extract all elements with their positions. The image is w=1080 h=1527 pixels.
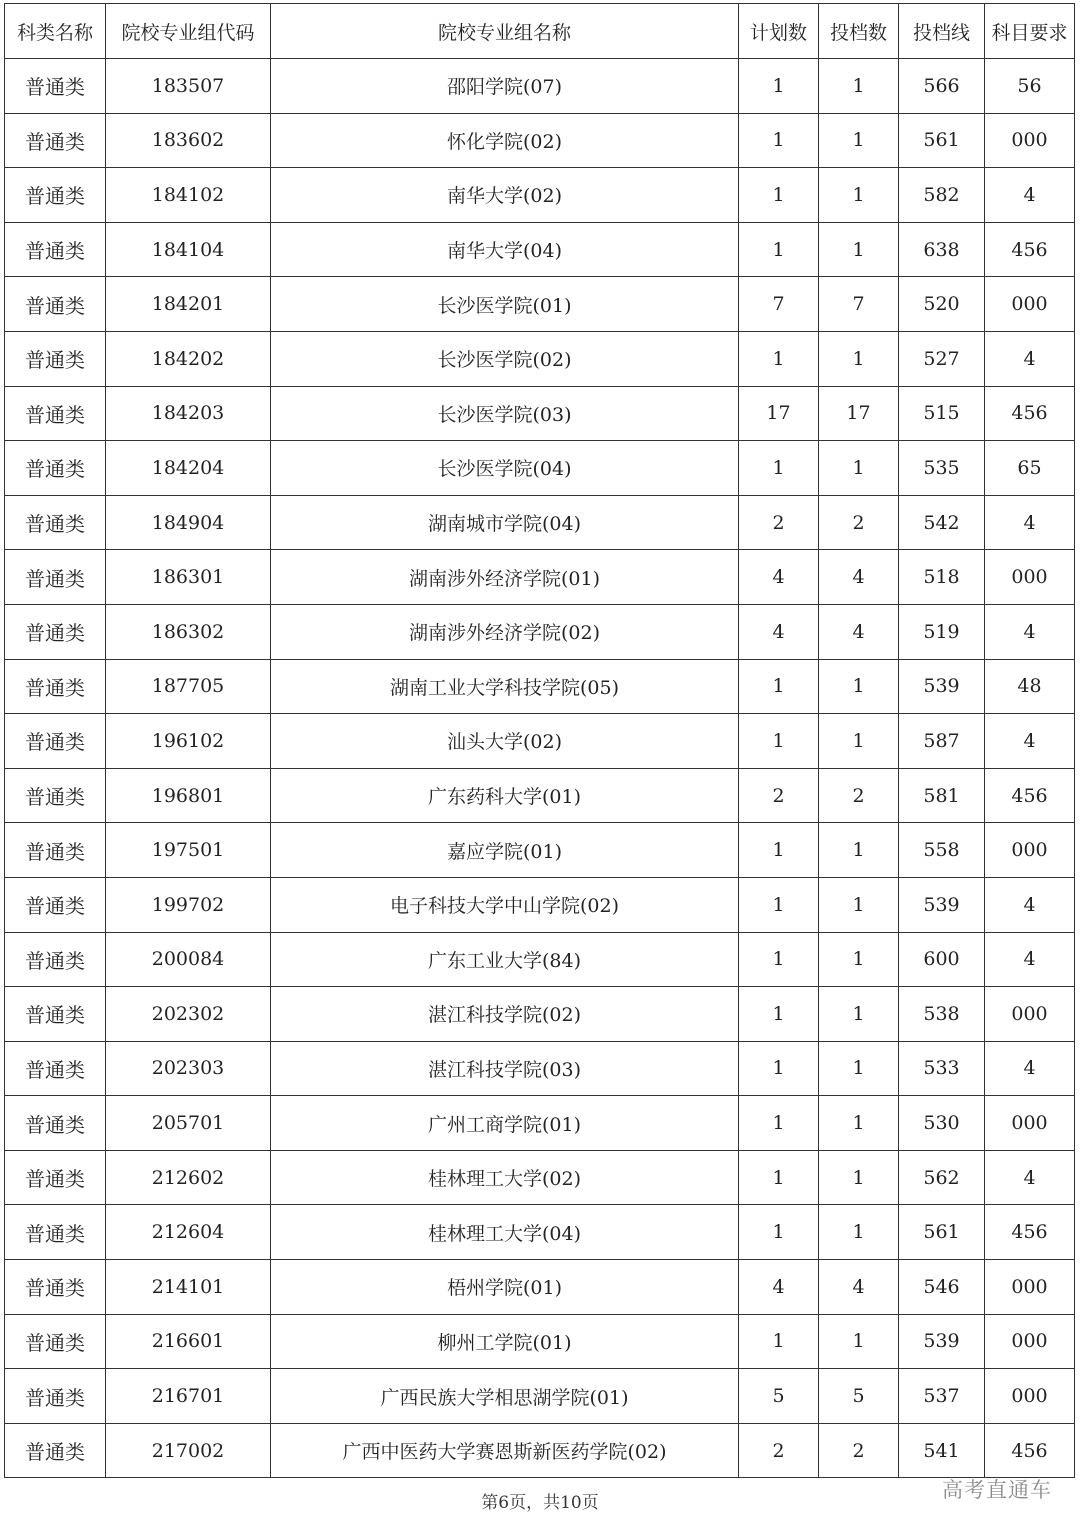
cell-category: 普通类 — [5, 877, 106, 932]
cell-category: 普通类 — [5, 168, 106, 223]
cell-subject-requirement: 56 — [985, 59, 1075, 114]
cell-group-code: 202303 — [106, 1041, 271, 1096]
cell-group-name: 广西中医药大学赛恩斯新医药学院(02) — [271, 1423, 739, 1478]
cell-subject-requirement: 4 — [985, 604, 1075, 659]
table-row — [5, 659, 1075, 714]
cell-cutoff-score: 542 — [899, 495, 985, 550]
cell-group-code: 184201 — [106, 277, 271, 332]
header-plan-count: 计划数 — [739, 4, 819, 59]
cell-cutoff-score: 561 — [899, 113, 985, 168]
cell-group-code: 200084 — [106, 932, 271, 987]
cell-subject-requirement: 000 — [985, 1260, 1075, 1315]
cell-cutoff-score: 537 — [899, 1369, 985, 1424]
cell-cutoff-score: 566 — [899, 59, 985, 114]
table-row — [5, 932, 1075, 987]
cell-admitted-count: 1 — [819, 168, 899, 223]
cell-group-name: 湖南城市学院(04) — [271, 495, 739, 550]
cell-category: 普通类 — [5, 386, 106, 441]
cell-cutoff-score: 520 — [899, 277, 985, 332]
cell-subject-requirement: 000 — [985, 1369, 1075, 1424]
cell-cutoff-score: 533 — [899, 1041, 985, 1096]
table-row — [5, 550, 1075, 605]
cell-category: 普通类 — [5, 768, 106, 823]
cell-plan-count: 1 — [739, 441, 819, 496]
cell-cutoff-score: 535 — [899, 441, 985, 496]
cell-admitted-count: 1 — [819, 659, 899, 714]
cell-category: 普通类 — [5, 1096, 106, 1151]
cell-plan-count: 4 — [739, 1260, 819, 1315]
cell-subject-requirement: 000 — [985, 1096, 1075, 1151]
cell-admitted-count: 1 — [819, 823, 899, 878]
cell-group-code: 184203 — [106, 386, 271, 441]
cell-admitted-count: 1 — [819, 932, 899, 987]
table-row — [5, 877, 1075, 932]
cell-plan-count: 4 — [739, 550, 819, 605]
cell-cutoff-score: 530 — [899, 1096, 985, 1151]
cell-admitted-count: 1 — [819, 1041, 899, 1096]
table-header — [5, 4, 1075, 59]
cell-subject-requirement: 000 — [985, 823, 1075, 878]
cell-admitted-count: 1 — [819, 714, 899, 769]
cell-subject-requirement: 65 — [985, 441, 1075, 496]
cell-category: 普通类 — [5, 441, 106, 496]
header-group-name: 院校专业组名称 — [271, 4, 739, 59]
cell-subject-requirement: 000 — [985, 1314, 1075, 1369]
cell-cutoff-score: 581 — [899, 768, 985, 823]
cell-admitted-count: 4 — [819, 604, 899, 659]
cell-group-name: 湖南工业大学科技学院(05) — [271, 659, 739, 714]
cell-group-name: 湖南涉外经济学院(02) — [271, 604, 739, 659]
table-row — [5, 331, 1075, 386]
cell-group-name: 桂林理工大学(04) — [271, 1205, 739, 1260]
cell-group-code: 212602 — [106, 1150, 271, 1205]
table-row — [5, 768, 1075, 823]
cell-subject-requirement: 48 — [985, 659, 1075, 714]
cell-category: 普通类 — [5, 550, 106, 605]
document-sheet — [4, 3, 1074, 1478]
cell-category: 普通类 — [5, 823, 106, 878]
cell-group-name: 怀化学院(02) — [271, 113, 739, 168]
cell-group-name: 长沙医学院(04) — [271, 441, 739, 496]
cell-group-code: 186302 — [106, 604, 271, 659]
cell-group-code: 187705 — [106, 659, 271, 714]
cell-group-name: 梧州学院(01) — [271, 1260, 739, 1315]
cell-plan-count: 1 — [739, 932, 819, 987]
cell-admitted-count: 2 — [819, 495, 899, 550]
table-row — [5, 823, 1075, 878]
cell-group-code: 184202 — [106, 331, 271, 386]
cell-plan-count: 7 — [739, 277, 819, 332]
table-row — [5, 168, 1075, 223]
cell-cutoff-score: 518 — [899, 550, 985, 605]
cell-plan-count: 1 — [739, 222, 819, 277]
cell-group-code: 183507 — [106, 59, 271, 114]
cell-category: 普通类 — [5, 1423, 106, 1478]
cell-cutoff-score: 538 — [899, 987, 985, 1042]
cell-subject-requirement: 000 — [985, 987, 1075, 1042]
cell-cutoff-score: 539 — [899, 659, 985, 714]
header-cutoff-score: 投档线 — [899, 4, 985, 59]
cell-group-code: 216601 — [106, 1314, 271, 1369]
cell-category: 普通类 — [5, 1041, 106, 1096]
cell-subject-requirement: 456 — [985, 386, 1075, 441]
cell-group-name: 湛江科技学院(02) — [271, 987, 739, 1042]
table-row — [5, 495, 1075, 550]
header-subject-requirement: 科目要求 — [985, 4, 1075, 59]
cell-group-name: 南华大学(04) — [271, 222, 739, 277]
cell-admitted-count: 5 — [819, 1369, 899, 1424]
cell-group-name: 湖南涉外经济学院(01) — [271, 550, 739, 605]
table-row — [5, 277, 1075, 332]
cell-cutoff-score: 527 — [899, 331, 985, 386]
cell-group-name: 柳州工学院(01) — [271, 1314, 739, 1369]
cell-admitted-count: 1 — [819, 59, 899, 114]
cell-plan-count: 1 — [739, 1096, 819, 1151]
header-group-code: 院校专业组代码 — [106, 4, 271, 59]
cell-plan-count: 1 — [739, 1150, 819, 1205]
cell-subject-requirement: 456 — [985, 768, 1075, 823]
cell-subject-requirement: 456 — [985, 1205, 1075, 1260]
cell-subject-requirement: 4 — [985, 1041, 1075, 1096]
cell-group-code: 214101 — [106, 1260, 271, 1315]
table-body — [5, 59, 1075, 1478]
cell-group-name: 汕头大学(02) — [271, 714, 739, 769]
cell-subject-requirement: 4 — [985, 168, 1075, 223]
cell-cutoff-score: 539 — [899, 877, 985, 932]
cell-group-code: 183602 — [106, 113, 271, 168]
cell-group-code: 205701 — [106, 1096, 271, 1151]
cell-plan-count: 1 — [739, 331, 819, 386]
cell-subject-requirement: 4 — [985, 495, 1075, 550]
cell-group-name: 邵阳学院(07) — [271, 59, 739, 114]
cell-subject-requirement: 4 — [985, 1150, 1075, 1205]
cell-plan-count: 4 — [739, 604, 819, 659]
cell-category: 普通类 — [5, 113, 106, 168]
cell-group-name: 桂林理工大学(02) — [271, 1150, 739, 1205]
cell-admitted-count: 1 — [819, 987, 899, 1042]
cell-subject-requirement: 4 — [985, 331, 1075, 386]
cell-plan-count: 2 — [739, 495, 819, 550]
cell-cutoff-score: 582 — [899, 168, 985, 223]
cell-admitted-count: 1 — [819, 113, 899, 168]
watermark-logo-text: 高考直通车 — [942, 1478, 1052, 1502]
table-row — [5, 987, 1075, 1042]
table-row — [5, 59, 1075, 114]
cell-cutoff-score: 600 — [899, 932, 985, 987]
table-row — [5, 1314, 1075, 1369]
cell-cutoff-score: 561 — [899, 1205, 985, 1260]
cell-subject-requirement: 000 — [985, 113, 1075, 168]
cell-plan-count: 1 — [739, 1205, 819, 1260]
cell-group-name: 广东药科大学(01) — [271, 768, 739, 823]
cell-category: 普通类 — [5, 1260, 106, 1315]
cell-plan-count: 1 — [739, 823, 819, 878]
cell-group-code: 202302 — [106, 987, 271, 1042]
cell-group-code: 184204 — [106, 441, 271, 496]
table-row — [5, 441, 1075, 496]
table-row — [5, 113, 1075, 168]
cell-admitted-count: 1 — [819, 331, 899, 386]
cell-plan-count: 1 — [739, 168, 819, 223]
cell-plan-count: 1 — [739, 877, 819, 932]
cell-admitted-count: 17 — [819, 386, 899, 441]
cell-plan-count: 1 — [739, 714, 819, 769]
cell-group-name: 广东工业大学(84) — [271, 932, 739, 987]
cell-category: 普通类 — [5, 987, 106, 1042]
cell-plan-count: 2 — [739, 1423, 819, 1478]
cell-cutoff-score: 541 — [899, 1423, 985, 1478]
table-row — [5, 604, 1075, 659]
cell-subject-requirement: 456 — [985, 222, 1075, 277]
cell-group-code: 186301 — [106, 550, 271, 605]
cell-admitted-count: 7 — [819, 277, 899, 332]
cell-cutoff-score: 562 — [899, 1150, 985, 1205]
cell-plan-count: 1 — [739, 659, 819, 714]
cell-subject-requirement: 456 — [985, 1423, 1075, 1478]
cell-category: 普通类 — [5, 1369, 106, 1424]
cell-cutoff-score: 558 — [899, 823, 985, 878]
table-row — [5, 1423, 1075, 1478]
cell-group-code: 196801 — [106, 768, 271, 823]
cell-admitted-count: 1 — [819, 222, 899, 277]
table-row — [5, 386, 1075, 441]
table-row — [5, 1041, 1075, 1096]
cell-category: 普通类 — [5, 331, 106, 386]
header-admitted-count: 投档数 — [819, 4, 899, 59]
cell-subject-requirement: 4 — [985, 932, 1075, 987]
cell-group-name: 南华大学(02) — [271, 168, 739, 223]
cell-plan-count: 2 — [739, 768, 819, 823]
cell-cutoff-score: 519 — [899, 604, 985, 659]
cell-plan-count: 1 — [739, 113, 819, 168]
admissions-table — [4, 3, 1075, 1478]
cell-group-name: 长沙医学院(03) — [271, 386, 739, 441]
cell-category: 普通类 — [5, 1150, 106, 1205]
cell-plan-count: 1 — [739, 987, 819, 1042]
cell-category: 普通类 — [5, 59, 106, 114]
cell-admitted-count: 2 — [819, 768, 899, 823]
cell-group-name: 湛江科技学院(03) — [271, 1041, 739, 1096]
cell-group-code: 196102 — [106, 714, 271, 769]
cell-plan-count: 1 — [739, 1041, 819, 1096]
cell-plan-count: 17 — [739, 386, 819, 441]
cell-admitted-count: 1 — [819, 1096, 899, 1151]
cell-category: 普通类 — [5, 714, 106, 769]
cell-group-code: 184904 — [106, 495, 271, 550]
cell-category: 普通类 — [5, 1314, 106, 1369]
table-row — [5, 1096, 1075, 1151]
cell-group-name: 广西民族大学相思湖学院(01) — [271, 1369, 739, 1424]
cell-group-code: 184102 — [106, 168, 271, 223]
cell-plan-count: 5 — [739, 1369, 819, 1424]
table-row — [5, 714, 1075, 769]
cell-admitted-count: 4 — [819, 550, 899, 605]
page-number: 第6页，共10页 — [481, 1493, 599, 1513]
cell-admitted-count: 2 — [819, 1423, 899, 1478]
cell-category: 普通类 — [5, 1205, 106, 1260]
cell-admitted-count: 1 — [819, 441, 899, 496]
table-row — [5, 222, 1075, 277]
cell-plan-count: 1 — [739, 59, 819, 114]
header-category: 科类名称 — [5, 4, 106, 59]
cell-subject-requirement: 000 — [985, 550, 1075, 605]
cell-admitted-count: 1 — [819, 1205, 899, 1260]
cell-group-code: 197501 — [106, 823, 271, 878]
cell-group-code: 217002 — [106, 1423, 271, 1478]
table-row — [5, 1205, 1075, 1260]
cell-group-name: 嘉应学院(01) — [271, 823, 739, 878]
cell-category: 普通类 — [5, 495, 106, 550]
cell-group-name: 长沙医学院(02) — [271, 331, 739, 386]
cell-category: 普通类 — [5, 604, 106, 659]
cell-subject-requirement: 4 — [985, 714, 1075, 769]
cell-group-code: 216701 — [106, 1369, 271, 1424]
cell-category: 普通类 — [5, 932, 106, 987]
cell-cutoff-score: 539 — [899, 1314, 985, 1369]
cell-cutoff-score: 587 — [899, 714, 985, 769]
cell-category: 普通类 — [5, 277, 106, 332]
cell-group-name: 长沙医学院(01) — [271, 277, 739, 332]
cell-subject-requirement: 4 — [985, 877, 1075, 932]
cell-admitted-count: 1 — [819, 1150, 899, 1205]
cell-group-code: 212604 — [106, 1205, 271, 1260]
header-row — [5, 4, 1075, 59]
cell-group-name: 电子科技大学中山学院(02) — [271, 877, 739, 932]
cell-cutoff-score: 515 — [899, 386, 985, 441]
table-row — [5, 1260, 1075, 1315]
cell-group-code: 199702 — [106, 877, 271, 932]
cell-category: 普通类 — [5, 222, 106, 277]
cell-category: 普通类 — [5, 659, 106, 714]
cell-cutoff-score: 546 — [899, 1260, 985, 1315]
table-row — [5, 1369, 1075, 1424]
cell-plan-count: 1 — [739, 1314, 819, 1369]
cell-group-name: 广州工商学院(01) — [271, 1096, 739, 1151]
cell-cutoff-score: 638 — [899, 222, 985, 277]
table-row — [5, 1150, 1075, 1205]
cell-group-code: 184104 — [106, 222, 271, 277]
cell-admitted-count: 1 — [819, 1314, 899, 1369]
cell-admitted-count: 4 — [819, 1260, 899, 1315]
cell-admitted-count: 1 — [819, 877, 899, 932]
cell-subject-requirement: 000 — [985, 277, 1075, 332]
